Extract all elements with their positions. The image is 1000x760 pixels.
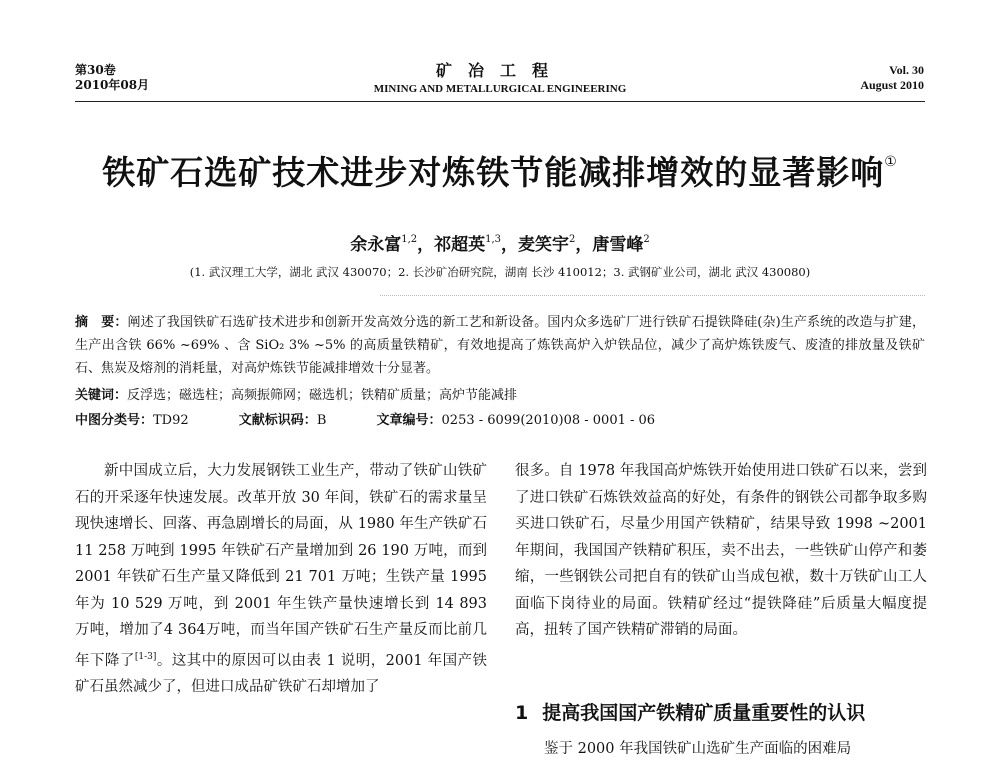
doc-code — [239, 413, 327, 428]
abstract — [75, 311, 925, 380]
body-paragraph: 新中国成立后，大力发展钢铁工业生产，带动了铁矿山铁矿石的开采逐年快速发展。改革开放 30 年间，铁矿石的需求量呈现快速增长、回落、再急剧增长的局面，从 1980 年生产铁矿石 11 258 万吨到 1995 年铁矿石产量增加到 26 190 万吨，而到 2001 年铁矿石生产量又降低到 21 701 万吨；生铁产量 1995 年为 10 529 万吨，到 2001 年生铁产量快速增长到 14 893 万吨，增加了4 364万吨，而当年国产铁矿石生产量反而比前几年下降了 — [75, 463, 487, 669]
title-text: 铁矿石选矿技术进步对炼铁节能减排增效的显著影响 — [102, 153, 885, 192]
body-paragraph-start: 鉴于 2000 年我国铁矿山选矿生产面临的困难局 — [544, 741, 852, 757]
affiliations: (1. 武汉理工大学，湖北 武汉 430070；2. 长沙矿冶研究院，湖南 长沙 410012；3. 武钢矿业公司，湖北 武汉 430080) — [189, 265, 811, 279]
article-value: 0253 - 6099(2010)08 - 0001 - 06 — [441, 413, 656, 428]
author-affiliation-mark: 2 — [569, 234, 576, 245]
author-separator: ， — [417, 235, 435, 255]
author-name: 余永富 — [350, 235, 402, 255]
body-left-column — [75, 458, 487, 701]
journal-name — [0, 61, 1000, 96]
author-list — [0, 230, 1000, 255]
citation: [1-3] — [134, 651, 157, 662]
author-name: 唐雪峰 — [592, 235, 644, 255]
classification-line — [75, 410, 925, 432]
doc-label: 文献标识码： — [238, 413, 317, 428]
author-affiliation-mark: 2 — [643, 234, 650, 245]
section-heading — [515, 698, 865, 725]
journal-cn: 矿冶工程 — [435, 61, 564, 80]
section-number: 1 — [515, 702, 529, 724]
volume-cn: 第30卷 — [75, 63, 116, 77]
article-number — [377, 413, 656, 428]
header-volume-date-en — [860, 63, 924, 93]
date-en: August 2010 — [860, 78, 924, 92]
date-cn: 2010年08月 — [75, 78, 150, 92]
author-affiliation-mark: 1,2 — [401, 234, 418, 245]
author-separator: ， — [575, 235, 593, 255]
abstract-label: 摘 要： — [75, 315, 128, 330]
author-name: 祁超英 — [434, 235, 486, 255]
clc-value: TD92 — [153, 413, 189, 428]
header-rule — [75, 101, 925, 102]
keywords-text: 反浮选；磁选柱；高频振筛网；磁选机；铁精矿质量；高炉节能减排 — [127, 388, 518, 403]
author-separator: ， — [501, 235, 519, 255]
title-footnote-mark: ① — [884, 154, 898, 170]
section-title: 提高我国国产铁精矿质量重要性的认识 — [542, 702, 866, 724]
body-right-column: 很多。自 1978 年我国高炉炼铁开始使用进口铁矿石以来，尝到了进口铁矿石炼铁效益高的好处，有条件的钢铁公司都争取多购买进口铁矿石，尽量少用国产铁精矿，结果导致 1998 ~2001 年期间，我国国产铁精矿积压，卖不出去，一些铁矿山停产和萎缩，一些钢铁公司把自有的铁矿山当成包袱，数十万铁矿山工人面临下岗待业的局面。铁精矿经过“提铁降硅”后质量大幅度提高，扭转了国产铁精矿滞销的局面。 — [515, 463, 927, 638]
body-paragraph-end: 。这其中的原因可以由表 1 说明，2001 年国产铁矿石虽然减少了，但进口成品矿铁矿石却增加了 — [75, 652, 488, 695]
volume-en: Vol. 30 — [889, 63, 924, 77]
article-label: 文章编号： — [376, 413, 442, 428]
keywords — [75, 385, 517, 407]
keywords-label: 关键词： — [75, 388, 128, 403]
author-name: 麦笑宇 — [518, 235, 570, 255]
clc-label: 中图分类号： — [75, 413, 154, 428]
doc-value: B — [316, 413, 327, 428]
paper-title — [0, 147, 1000, 194]
abstract-text: 阐述了我国铁矿石选矿技术进步和创新开发高效分选的新工艺和新设备。国内众多选矿厂进行铁矿石提铁降硅(杂)生产系统的改造与扩建，生产出含铁 66% ~69% 、含 SiO₂ 3% ~5% 的高质量铁精矿，有效地提高了炼铁高炉入炉铁品位，减少了高炉炼铁废气、废渣的排放量及铁矿石、焦炭及熔剂的消耗量，对高炉炼铁节能减排增效十分显著。 — [75, 315, 925, 376]
clc-code — [75, 413, 189, 428]
author-affiliation-mark: 1,3 — [485, 234, 502, 245]
divider — [380, 295, 925, 296]
journal-en: MINING AND METALLURGICAL ENGINEERING — [373, 83, 627, 95]
